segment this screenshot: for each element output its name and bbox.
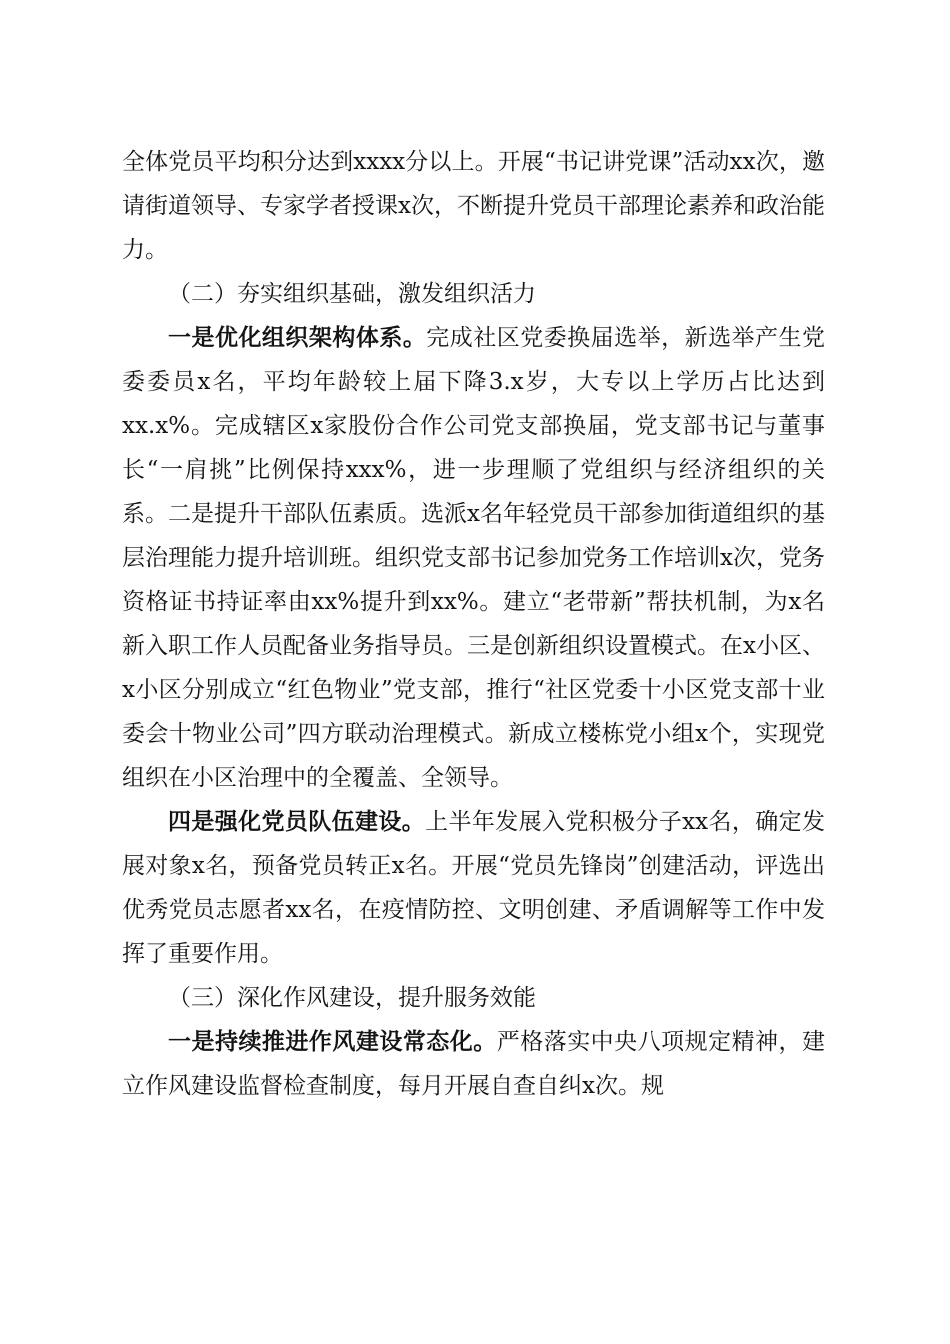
paragraph-text: 上半年发展入党积极分子xx名，确定发展对象x名，预备党员转正x名。开展“党员先锋岗”创建活动，评选出优秀党员志愿者xx名，在疫情防控、文明创建、矛盾调解等工作中发挥了重要作用。 bbox=[122, 809, 825, 967]
section-heading-text: （三）深化作风建设，提升服务效能 bbox=[168, 985, 536, 1011]
paragraph-text: 完成社区党委换届选举，新选举产生党委委员x名，平均年龄较上届下降3.x岁，大专以上学历占比达到xx.x%。完成辖区x家股份合作公司党支部换届，党支部书记与董事长“一肩挑”比例保持xxx%，进一步理顺了党组织与经济组织的关系。二是提升干部队伍素质。选派x名年轻党员干部参加街道组织的基层治理能力提升培训班。组织党支部书记参加党务工作培训x次，党务资格证书持证率由xx%提升到xx%。建立“老带新”帮扶机制，为x名新入职工作人员配备业务指导员。三是创新组织设置模式。在x小区、x小区分别成立“红色物业”党支部，推行“社区党委十小区党支部十业委会十物业公司”四方联动治理模式。新成立楼栋党小组x个，实现党组织在小区治理中的全覆盖、全领导。 bbox=[122, 325, 826, 791]
paragraph-work-style bbox=[122, 1020, 825, 1108]
document-body bbox=[122, 140, 825, 1108]
paragraph-lead: 四是强化党员队伍建设。 bbox=[168, 808, 426, 835]
paragraph-text: 严格落实中央八项规定精神，建立作风建设监督检查制度，每月开展自查自纠x次。规 bbox=[122, 1029, 826, 1099]
section-heading-text: （二）夯实组织基础，激发组织活力 bbox=[168, 281, 536, 307]
paragraph-party-points bbox=[122, 140, 825, 272]
section-heading-organization bbox=[122, 272, 825, 316]
paragraph-organization-structure bbox=[122, 316, 825, 800]
paragraph-party-members bbox=[122, 800, 825, 976]
paragraph-lead: 一是持续推进作风建设常态化。 bbox=[168, 1028, 497, 1055]
paragraph-lead: 一是优化组织架构体系。 bbox=[168, 324, 427, 351]
section-heading-work-style bbox=[122, 976, 825, 1020]
paragraph-text: 全体党员平均积分达到xxxx分以上。开展“书记讲党课”活动xx次，邀请街道领导、专家学者授课x次，不断提升党员干部理论素养和政治能力。 bbox=[122, 149, 825, 263]
